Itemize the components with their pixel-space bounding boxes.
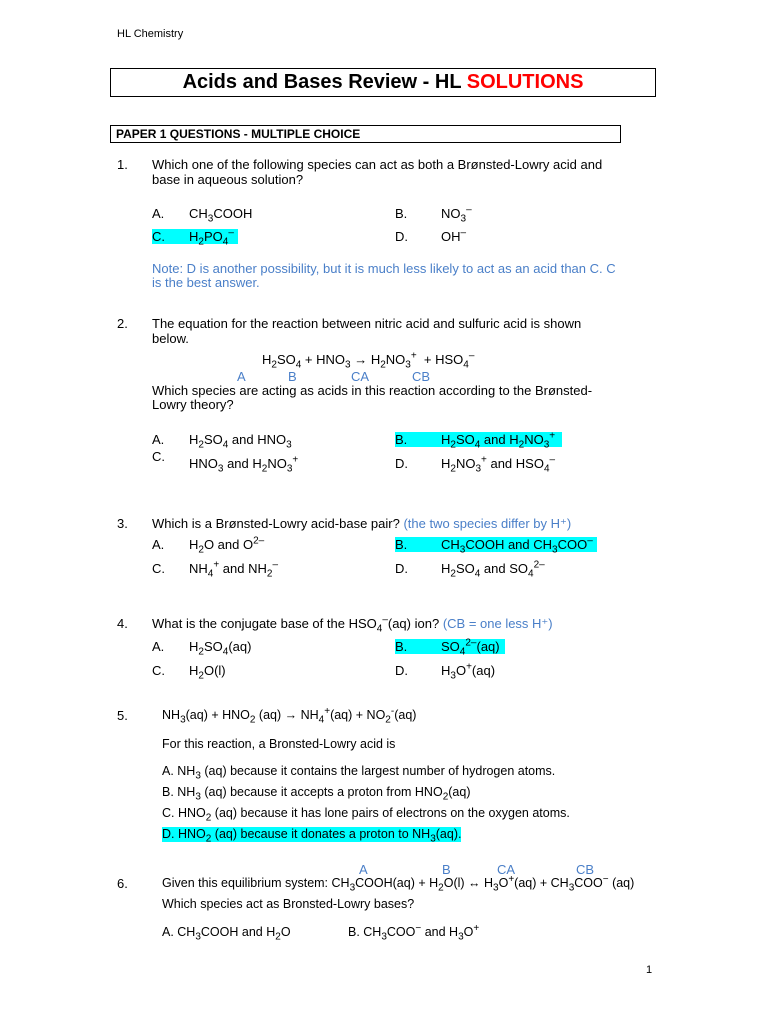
q1-option-a: $CH_3COOH$ bbox=[189, 206, 253, 225]
q1-text-line2: base in aqueous solution? bbox=[152, 172, 304, 187]
q4-number: 4. bbox=[117, 616, 128, 631]
q2-number: 2. bbox=[117, 316, 128, 331]
q2-label-cb: CB bbox=[412, 369, 431, 384]
q2-text-line3: Which species are acting as acids in this reaction according to the Brønsted- bbox=[152, 383, 593, 398]
page-number: 1 bbox=[646, 964, 653, 976]
q4-option-d: $H_3O^+(aq)$ bbox=[441, 661, 496, 682]
q1-option-a-letter: A. bbox=[152, 206, 165, 221]
q1-option-c-highlight: C. $H_2PO_4^-$ bbox=[152, 229, 238, 244]
q1-note-line1: Note: D is another possibility, but it is much less likely to act as an acid than C. C bbox=[152, 261, 616, 276]
q6-label-a: A bbox=[359, 862, 368, 877]
q6-label-b: B bbox=[442, 862, 451, 877]
q3-option-c: $NH_4^+$ and $NH_2^-$ bbox=[189, 559, 279, 580]
q5-equation: $NH_3(aq) + HNO_2$ $(aq) \to NH_4^+(aq) + NO_2^-(aq)$ bbox=[162, 705, 417, 726]
q6-option-a: A. $CH_3COOH$ and $H_2O$ bbox=[162, 925, 291, 943]
q6-label-cb: CB bbox=[576, 862, 595, 877]
q4-text: What is the conjugate base of the $HSO_4^-(aq)$ ion? (CB = one less H⁺) bbox=[152, 614, 553, 635]
q3-number: 3. bbox=[117, 516, 128, 531]
q1-option-b: $NO_3^-$ bbox=[441, 204, 472, 225]
q2-label-a: A bbox=[237, 369, 246, 384]
q2-option-c: $HNO_3$ and $H_2NO_3^+$ bbox=[189, 454, 299, 475]
q3-option-d: $H_2SO_4$ and $SO_4^{2-}$ bbox=[441, 559, 545, 580]
q6-label-ca: CA bbox=[497, 862, 516, 877]
q1-option-d-letter: D. bbox=[395, 229, 408, 244]
q3-text: Which is a Brønsted-Lowry acid-base pair? (the two species differ by H⁺) bbox=[152, 516, 572, 531]
q2-equation: $H_2SO_4 + HNO_3 \to H_2NO_3^+ + HSO_4^-$ bbox=[262, 350, 475, 371]
q1-option-b-letter: B. bbox=[395, 206, 408, 221]
q3-option-a-letter: A. bbox=[152, 537, 165, 552]
q6-text: Given this equilibrium system: $CH_3COOH(aq) + H_2O(l)$ ↔ $H_3O^+(aq) + CH_3COO^-$ (aq) bbox=[162, 873, 635, 894]
q5-option-d-highlight: D. $HNO_2$ (aq) because it donates a proton to $NH_3(aq)$. bbox=[162, 827, 462, 845]
q4-option-d-letter: D. bbox=[395, 663, 408, 678]
q3-option-a: $H_2O$ and $O^{2-}$ bbox=[189, 535, 265, 556]
q2-text-line4: Lowry theory? bbox=[152, 397, 234, 412]
q4-option-b-highlight: B. $SO_4^{2-}(aq)$ bbox=[395, 639, 505, 654]
q2-option-c-letter: C. bbox=[152, 449, 165, 464]
q1-number: 1. bbox=[117, 157, 128, 172]
q4-option-a: $H_2SO_4(aq)$ bbox=[189, 639, 252, 658]
q2-text-line2: below. bbox=[152, 331, 189, 346]
course-header: HL Chemistry bbox=[117, 28, 184, 40]
q5-option-b: B. $NH_3$ (aq) because it accepts a proton from $HNO_2(aq)$ bbox=[162, 785, 471, 803]
q4-option-c-letter: C. bbox=[152, 663, 165, 678]
q2-label-b: B bbox=[288, 369, 297, 384]
q3-option-c-letter: C. bbox=[152, 561, 165, 576]
q1-text-line1: Which one of the following species can act as both a Brønsted-Lowry acid and bbox=[152, 157, 603, 172]
q4-option-c: $H_2O(l)$ bbox=[189, 663, 226, 682]
q3-option-b-highlight: B. $CH_3COOH$ and $CH_3COO^-$ bbox=[395, 537, 597, 552]
q4-option-a-letter: A. bbox=[152, 639, 165, 654]
q2-option-d: $H_2NO_3^+$ and $HSO_4^-$ bbox=[441, 454, 556, 475]
q1-note-line2: is the best answer. bbox=[152, 275, 260, 290]
q5-prompt: For this reaction, a Bronsted-Lowry acid is bbox=[162, 737, 396, 751]
page-title: Acids and Bases Review - HL SOLUTIONS bbox=[110, 68, 656, 97]
q2-option-b-highlight: B. $H_2SO_4$ and $H_2NO_3^+$ bbox=[395, 432, 562, 447]
title-solutions: SOLUTIONS bbox=[466, 71, 584, 93]
section-heading: PAPER 1 QUESTIONS - MULTIPLE CHOICE bbox=[110, 125, 621, 143]
q1-option-d: OH– bbox=[441, 227, 467, 244]
q2-option-a: $H_2SO_4$ and $HNO_3$ bbox=[189, 432, 292, 451]
q2-text-line1: The equation for the reaction between nitric acid and sulfuric acid is shown bbox=[152, 316, 582, 331]
q3-hint: (the two species differ by H⁺) bbox=[403, 516, 572, 531]
q5-option-c: C. $HNO_2$ (aq) because it has lone pairs of electrons on the oxygen atoms. bbox=[162, 806, 570, 824]
q4-hint: (CB = one less H⁺) bbox=[442, 616, 553, 631]
q2-option-d-letter: D. bbox=[395, 456, 408, 471]
q5-option-a: A. $NH_3$ (aq) because it contains the largest number of hydrogen atoms. bbox=[162, 764, 556, 782]
q6-option-b: B. $CH_3COO^-$ and $H_3O^+$ bbox=[348, 922, 480, 943]
q3-option-d-letter: D. bbox=[395, 561, 408, 576]
q6-prompt: Which species act as Bronsted-Lowry bases? bbox=[162, 897, 415, 911]
q6-number: 6. bbox=[117, 876, 128, 891]
q2-label-ca: CA bbox=[351, 369, 370, 384]
q5-number: 5. bbox=[117, 708, 128, 723]
q2-option-a-letter: A. bbox=[152, 432, 165, 447]
